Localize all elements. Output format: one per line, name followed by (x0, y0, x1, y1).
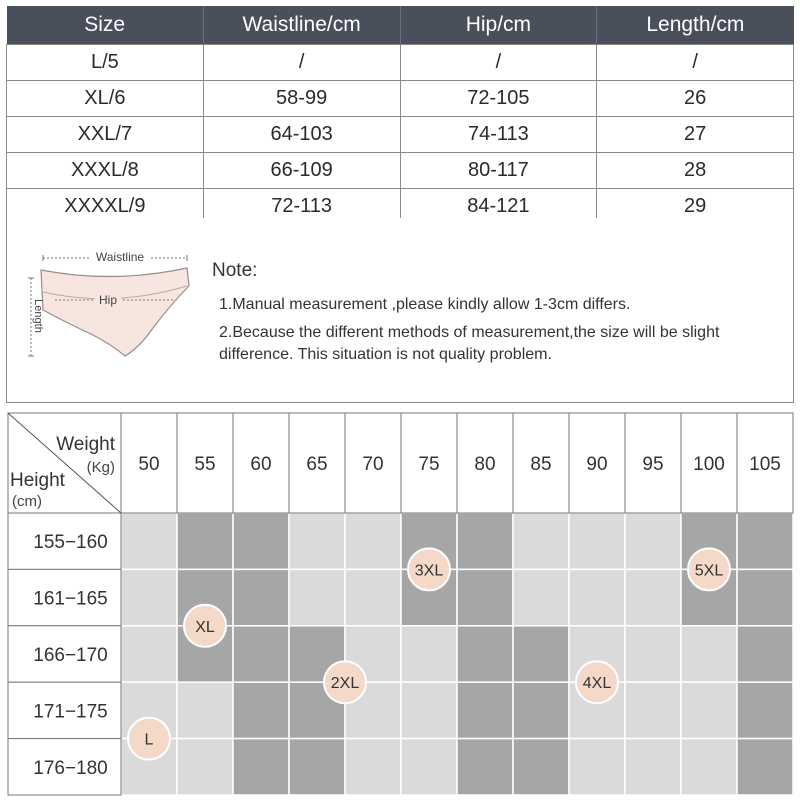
size-badge (184, 605, 226, 647)
size-badge (576, 661, 618, 703)
size-cell (345, 739, 401, 795)
header-length: Length/cm (597, 6, 794, 45)
height-tick-label: 176−180 (33, 757, 108, 779)
size-cell (457, 682, 513, 738)
size-table-header-row (7, 6, 794, 45)
height-tick-label: 155−160 (33, 532, 108, 554)
size-cell (177, 513, 233, 569)
height-tick-label: 166−170 (33, 645, 108, 666)
size-cell (457, 739, 513, 795)
waist-cell: 64-103 (203, 117, 400, 153)
size-cell (289, 513, 345, 569)
length-cell: 29 (597, 189, 794, 225)
note-box (6, 218, 794, 403)
size-cell (737, 513, 793, 569)
size-cell (345, 513, 401, 569)
size-cell (345, 569, 401, 625)
size-cell (625, 513, 681, 569)
waist-cell: 72-113 (203, 189, 400, 225)
length-cell: / (597, 45, 794, 81)
weight-axis-title: Weight (56, 434, 115, 455)
size-cell (457, 569, 513, 625)
hip-cell: / (400, 45, 597, 81)
size-cell (513, 682, 569, 738)
size-cell: XXXXL/9 (7, 189, 204, 225)
size-cell (401, 682, 457, 738)
weight-tick-label: 85 (530, 454, 552, 475)
size-cell (625, 739, 681, 795)
size-cell (681, 682, 737, 738)
size-badge (128, 718, 170, 760)
size-cell: XL/6 (7, 81, 204, 117)
size-cell (457, 513, 513, 569)
size-cell (233, 569, 289, 625)
header-size: Size (7, 6, 204, 45)
size-badge-label: XL (195, 618, 215, 636)
size-cell (569, 569, 625, 625)
weight-tick-label: 90 (586, 454, 608, 475)
table-row (7, 117, 794, 153)
note-line-2: 2.Because the different methods of measurement,the size will be slight difference. This situation is not quality problem. (219, 324, 720, 363)
size-cell (569, 513, 625, 569)
size-cell (625, 569, 681, 625)
size-cell (233, 682, 289, 738)
note-line-1: 1.Manual measurement ,please kindly allow 1-3cm differs. (219, 296, 631, 313)
weight-height-size-chart (0, 405, 800, 800)
size-cell (457, 626, 513, 682)
weight-tick-label: 70 (362, 454, 384, 475)
hip-label: Hip (98, 293, 118, 307)
weight-tick-label: 65 (306, 454, 328, 475)
size-badge-label: 3XL (414, 562, 444, 580)
hip-cell: 84-121 (400, 189, 597, 225)
waist-cell: 66-109 (203, 153, 400, 189)
hip-cell: 80-117 (400, 153, 597, 189)
underwear-shape (41, 268, 189, 356)
height-tick-label: 161−165 (33, 588, 108, 610)
table-row (7, 45, 794, 81)
height-axis-title: Height (10, 470, 65, 491)
weight-tick-label: 75 (418, 454, 440, 475)
height-tick-label: 171−175 (33, 701, 108, 723)
size-cell (681, 739, 737, 795)
weight-tick-label: 95 (642, 454, 664, 475)
size-cell (513, 569, 569, 625)
hip-cell: 74-113 (400, 117, 597, 153)
weight-axis-unit: (Kg) (86, 459, 115, 476)
weight-tick-label: 80 (474, 454, 496, 475)
waist-cell: 58-99 (203, 81, 400, 117)
length-cell: 27 (597, 117, 794, 153)
weight-tick-label: 60 (250, 454, 272, 475)
size-cell (401, 739, 457, 795)
hip-cell: 72-105 (400, 81, 597, 117)
header-waistline: Waistline/cm (203, 6, 400, 45)
size-cell (625, 682, 681, 738)
length-cell: 26 (597, 81, 794, 117)
size-badge-label: 2XL (330, 675, 360, 693)
weight-tick-label: 105 (749, 454, 781, 475)
chart-grid (8, 413, 793, 795)
size-cell (401, 626, 457, 682)
header-hip: Hip/cm (400, 6, 597, 45)
size-badge (408, 548, 450, 590)
size-badge (688, 548, 730, 590)
size-cell: XXL/7 (7, 117, 204, 153)
length-cell: 28 (597, 153, 794, 189)
waist-cell: / (203, 45, 400, 81)
size-cell (121, 569, 177, 625)
table-row (7, 153, 794, 189)
size-cell (233, 513, 289, 569)
underwear-measurement-diagram (21, 248, 201, 368)
note-title: Note: (212, 260, 258, 281)
size-cell (177, 739, 233, 795)
size-cell (513, 739, 569, 795)
size-cell (737, 569, 793, 625)
size-badge-label: L (144, 731, 154, 749)
size-cell (737, 626, 793, 682)
size-cell (513, 513, 569, 569)
size-badge-label: 4XL (582, 675, 612, 693)
size-cell (625, 626, 681, 682)
weight-tick-label: 100 (693, 454, 725, 475)
size-cell (569, 739, 625, 795)
size-cell (513, 626, 569, 682)
size-cell: XXXL/8 (7, 153, 204, 189)
size-cell (289, 569, 345, 625)
weight-tick-label: 55 (194, 454, 216, 475)
size-cell (233, 626, 289, 682)
size-cell (737, 739, 793, 795)
weight-tick-label: 50 (138, 454, 160, 475)
size-cell: L/5 (7, 45, 204, 81)
size-cell (121, 513, 177, 569)
size-cell (121, 626, 177, 682)
size-cell (737, 682, 793, 738)
waist-label: Waistline (95, 250, 145, 264)
height-axis-unit: (cm) (12, 493, 42, 510)
size-table (6, 6, 794, 225)
size-badge (324, 661, 366, 703)
size-badge-label: 5XL (694, 562, 724, 580)
length-label: Length (32, 299, 44, 333)
size-cell (177, 682, 233, 738)
size-cell (681, 626, 737, 682)
size-cell (233, 739, 289, 795)
size-cell (289, 739, 345, 795)
table-row (7, 81, 794, 117)
